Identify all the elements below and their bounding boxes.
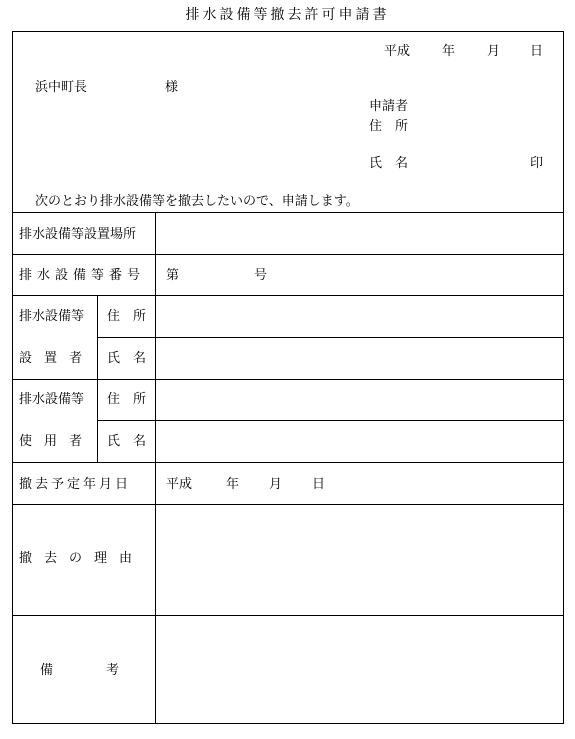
reason-label: 撤去の理由 xyxy=(19,551,145,566)
form-title: 排水設備等撤去許可申請書 xyxy=(185,7,390,23)
date-month: 月 xyxy=(487,44,501,59)
removal-date-era: 平成 xyxy=(166,477,193,492)
subcolumn-divider xyxy=(97,295,98,462)
application-statement: 次のとおり排水設備等を撤去したいので、申請します。 xyxy=(35,194,359,209)
number-suffix: 号 xyxy=(254,268,268,283)
user-name-field[interactable] xyxy=(158,422,560,461)
reason-field[interactable] xyxy=(158,506,560,614)
installer-name-field[interactable] xyxy=(158,339,560,378)
number-label-text: 排水設備等番号 xyxy=(19,268,146,283)
installer-address-field[interactable] xyxy=(158,297,560,336)
removal-date-label: 撤去予定年月日 xyxy=(19,477,132,492)
user-label-top: 排水設備等 xyxy=(19,392,85,407)
location-field[interactable] xyxy=(158,213,560,253)
date-era: 平成 xyxy=(384,44,411,59)
divider-location xyxy=(12,254,564,255)
installer-label-top: 排水設備等 xyxy=(19,309,85,324)
addressee-name: 浜中町長 xyxy=(35,80,88,95)
location-label: 排水設備等設置場所 xyxy=(19,227,137,242)
removal-date-month: 月 xyxy=(269,477,283,492)
date-year: 年 xyxy=(442,44,456,59)
user-address-label: 住 所 xyxy=(107,392,147,407)
applicant-name-label: 氏 名 xyxy=(369,156,409,171)
remarks-field[interactable] xyxy=(158,617,560,722)
applicant-label: 申請者 xyxy=(369,99,409,114)
divider-user-inner xyxy=(97,420,564,421)
removal-date-year: 年 xyxy=(226,477,240,492)
seal-mark: 印 xyxy=(530,156,544,171)
addressee-honorific: 様 xyxy=(165,80,179,95)
divider-removal-date xyxy=(12,504,564,505)
remarks-label: 備 考 xyxy=(40,663,140,678)
divider-number xyxy=(12,295,564,296)
divider-user xyxy=(12,462,564,463)
user-label-bottom: 使用者 xyxy=(19,434,95,449)
user-name-label: 氏 名 xyxy=(107,434,147,449)
installer-label-bottom: 設置者 xyxy=(19,351,95,366)
column-divider xyxy=(155,212,156,724)
user-address-field[interactable] xyxy=(158,381,560,419)
removal-date-day: 日 xyxy=(312,477,326,492)
installer-address-label: 住 所 xyxy=(107,309,147,324)
divider-installer xyxy=(12,379,564,380)
installer-name-label: 氏 名 xyxy=(107,351,147,366)
number-prefix: 第 xyxy=(166,268,180,283)
divider-installer-inner xyxy=(97,337,564,338)
divider-reason xyxy=(12,615,564,616)
number-label xyxy=(19,269,149,282)
date-day: 日 xyxy=(530,44,544,59)
applicant-address-label: 住 所 xyxy=(369,119,409,134)
